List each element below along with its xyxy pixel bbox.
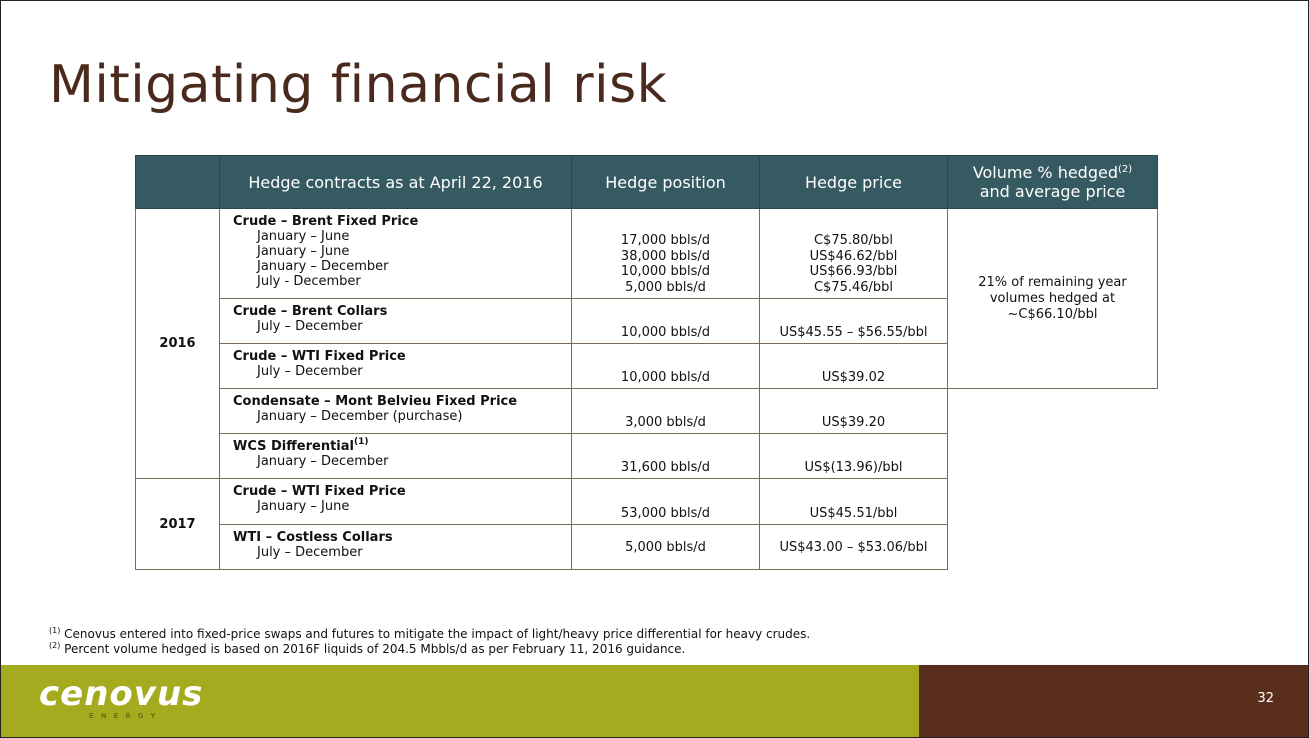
table-row xyxy=(136,525,1158,570)
position-brent-collars: 10,000 bbls/d xyxy=(572,299,760,344)
contract-condensate: Condensate – Mont Belvieu Fixed Price January – December (purchase) xyxy=(220,389,572,434)
footnote-1: $^{(1)}$ Cenovus entered into fixed-price swaps and futures to mitigate the impact of light/heavy price differential for heavy crudes. xyxy=(49,626,811,641)
price-wti-fixed-2017: US$45.51/bbl xyxy=(760,479,948,525)
price-wti-collars: US$43.00 – $53.06/bbl xyxy=(760,525,948,570)
hedge-table xyxy=(135,155,1158,570)
contract-brent-fixed: Crude – Brent Fixed Price January – June January – June January – December July - December xyxy=(220,209,572,299)
page-number: 32 xyxy=(1257,691,1274,706)
contract-wti-fixed-2017: Crude – WTI Fixed Price January – June xyxy=(220,479,572,525)
header-contracts: Hedge contracts as at April 22, 2016 xyxy=(220,156,572,209)
position-wti-fixed-2016: 10,000 bbls/d xyxy=(572,344,760,389)
contract-wti-fixed-2016: Crude – WTI Fixed Price July – December xyxy=(220,344,572,389)
position-wti-collars: 5,000 bbls/d xyxy=(572,525,760,570)
header-year xyxy=(136,156,220,209)
volume-hedged-note: 21% of remaining year volumes hedged at ~C$66.10/bbl xyxy=(948,209,1158,389)
table-row xyxy=(136,209,1158,299)
footer-brown-bar xyxy=(919,665,1308,737)
price-brent-fixed: C$75.80/bbl US$46.62/bbl US$66.93/bbl C$75.46/bbl xyxy=(760,209,948,299)
contract-brent-collars: Crude – Brent Collars July – December xyxy=(220,299,572,344)
header-price: Hedge price xyxy=(760,156,948,209)
position-wcs: 31,600 bbls/d xyxy=(572,434,760,479)
page-title: Mitigating financial risk xyxy=(49,55,668,115)
position-brent-fixed: 17,000 bbls/d 38,000 bbls/d 10,000 bbls/d 5,000 bbls/d xyxy=(572,209,760,299)
price-wcs: US$(13.96)/bbl xyxy=(760,434,948,479)
cenovus-logo: cenovus xyxy=(39,674,204,714)
footnote-2: $^{(2)}$ Percent volume hedged is based on 2016F liquids of 204.5 Mbbls/d as per February 11, 2016 guidance. xyxy=(49,641,686,656)
table-row xyxy=(136,479,1158,525)
price-wti-fixed-2016: US$39.02 xyxy=(760,344,948,389)
table-row xyxy=(136,434,1158,479)
table-row xyxy=(136,389,1158,434)
header-volume: Volume % hedged$^{(2)}$ and average price xyxy=(948,156,1158,209)
cenovus-logo-subtitle: ENERGY xyxy=(89,712,163,720)
contract-wti-collars: WTI – Costless Collars July – December xyxy=(220,525,572,570)
year-2016: 2016 xyxy=(136,209,220,479)
price-brent-collars: US$45.55 – $56.55/bbl xyxy=(760,299,948,344)
year-2017: 2017 xyxy=(136,479,220,570)
position-wti-fixed-2017: 53,000 bbls/d xyxy=(572,479,760,525)
contract-wcs: WCS Differential$^{(1)}$ January – December xyxy=(220,434,572,479)
price-condensate: US$39.20 xyxy=(760,389,948,434)
position-condensate: 3,000 bbls/d xyxy=(572,389,760,434)
table-header-row xyxy=(136,156,1158,209)
header-position: Hedge position xyxy=(572,156,760,209)
